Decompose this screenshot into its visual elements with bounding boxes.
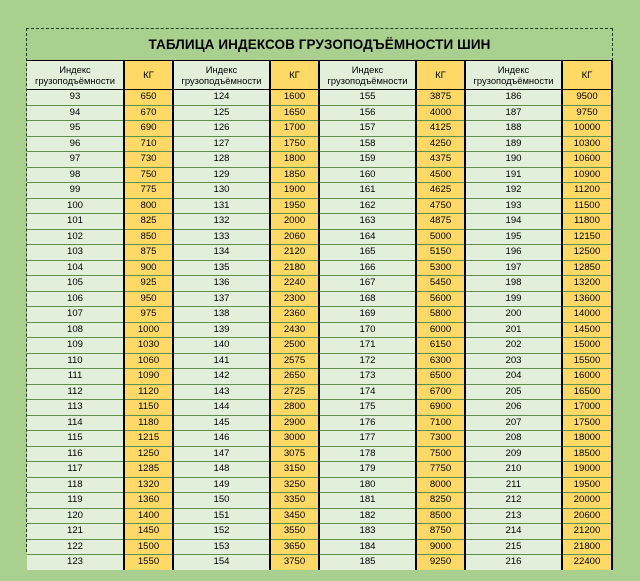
load-index-cell: 118 — [27, 477, 124, 493]
load-index-cell: 190 — [465, 152, 562, 168]
kg-cell: 3250 — [270, 477, 319, 493]
kg-cell: 20000 — [562, 493, 612, 509]
load-index-cell: 143 — [173, 384, 270, 400]
header-load-index — [173, 61, 270, 90]
load-index-cell: 158 — [319, 136, 416, 152]
load-index-cell: 157 — [319, 121, 416, 137]
kg-cell: 6150 — [416, 338, 465, 354]
kg-cell: 1000 — [124, 322, 173, 338]
load-index-cell: 117 — [27, 462, 124, 478]
kg-cell: 14500 — [562, 322, 612, 338]
kg-cell: 2060 — [270, 229, 319, 245]
kg-cell: 1450 — [124, 524, 173, 540]
load-index-cell: 134 — [173, 245, 270, 261]
header-load-index — [27, 61, 124, 90]
load-index-cell: 214 — [465, 524, 562, 540]
kg-cell: 6900 — [416, 400, 465, 416]
kg-cell: 950 — [124, 291, 173, 307]
load-index-cell: 184 — [319, 539, 416, 555]
kg-cell: 670 — [124, 105, 173, 121]
load-index-cell: 141 — [173, 353, 270, 369]
load-index-cell: 171 — [319, 338, 416, 354]
table-row — [27, 353, 612, 369]
table-row — [27, 369, 612, 385]
kg-cell: 10600 — [562, 152, 612, 168]
kg-cell: 19500 — [562, 477, 612, 493]
kg-cell: 9250 — [416, 555, 465, 570]
table-row — [27, 338, 612, 354]
load-index-cell: 109 — [27, 338, 124, 354]
header-load-index — [465, 61, 562, 90]
header-kg: КГ — [416, 61, 465, 90]
load-index-cell: 100 — [27, 198, 124, 214]
table-row — [27, 245, 612, 261]
load-index-cell: 215 — [465, 539, 562, 555]
header-load-index-line1: Индекс — [59, 64, 91, 75]
kg-cell: 710 — [124, 136, 173, 152]
load-index-cell: 152 — [173, 524, 270, 540]
load-index-cell: 187 — [465, 105, 562, 121]
kg-cell: 3150 — [270, 462, 319, 478]
load-index-cell: 121 — [27, 524, 124, 540]
load-index-cell: 145 — [173, 415, 270, 431]
load-index-cell: 110 — [27, 353, 124, 369]
kg-cell: 2430 — [270, 322, 319, 338]
load-index-cell: 96 — [27, 136, 124, 152]
load-index-cell: 199 — [465, 291, 562, 307]
kg-cell: 775 — [124, 183, 173, 199]
header-load-index-line2: грузоподъёмности — [181, 75, 262, 86]
kg-cell: 730 — [124, 152, 173, 168]
table-row — [27, 508, 612, 524]
kg-cell: 3650 — [270, 539, 319, 555]
kg-cell: 10900 — [562, 167, 612, 183]
load-index-cell: 160 — [319, 167, 416, 183]
kg-cell: 750 — [124, 167, 173, 183]
load-index-cell: 125 — [173, 105, 270, 121]
header-load-index-line2: грузоподъёмности — [34, 75, 116, 86]
kg-cell: 19000 — [562, 462, 612, 478]
load-index-cell: 162 — [319, 198, 416, 214]
load-index-cell: 97 — [27, 152, 124, 168]
header-load-index — [319, 61, 416, 90]
load-index-cell: 163 — [319, 214, 416, 230]
load-index-cell: 165 — [319, 245, 416, 261]
load-index-cell: 99 — [27, 183, 124, 199]
kg-cell: 1600 — [270, 90, 319, 106]
kg-cell: 5300 — [416, 260, 465, 276]
kg-cell: 9750 — [562, 105, 612, 121]
load-index-cell: 197 — [465, 260, 562, 276]
load-index-cell: 172 — [319, 353, 416, 369]
header-load-index-line1: Индекс — [205, 64, 238, 75]
kg-cell: 1285 — [124, 462, 173, 478]
load-index-cell: 130 — [173, 183, 270, 199]
kg-cell: 2500 — [270, 338, 319, 354]
load-index-cell: 182 — [319, 508, 416, 524]
load-index-cell: 136 — [173, 276, 270, 292]
load-index-cell: 133 — [173, 229, 270, 245]
load-index-cell: 173 — [319, 369, 416, 385]
kg-cell: 8000 — [416, 477, 465, 493]
kg-cell: 8250 — [416, 493, 465, 509]
load-index-cell: 153 — [173, 539, 270, 555]
kg-cell: 1120 — [124, 384, 173, 400]
load-index-cell: 107 — [27, 307, 124, 323]
load-index-cell: 138 — [173, 307, 270, 323]
kg-cell: 4875 — [416, 214, 465, 230]
kg-cell: 1090 — [124, 369, 173, 385]
load-index-cell: 151 — [173, 508, 270, 524]
load-index-cell: 202 — [465, 338, 562, 354]
kg-cell: 6300 — [416, 353, 465, 369]
kg-cell: 2575 — [270, 353, 319, 369]
load-index-table — [27, 61, 613, 570]
kg-cell: 2300 — [270, 291, 319, 307]
load-index-cell: 205 — [465, 384, 562, 400]
load-index-cell: 164 — [319, 229, 416, 245]
kg-cell: 3450 — [270, 508, 319, 524]
load-index-cell: 142 — [173, 369, 270, 385]
kg-cell: 1650 — [270, 105, 319, 121]
kg-cell: 5600 — [416, 291, 465, 307]
load-index-cell: 135 — [173, 260, 270, 276]
load-index-cell: 169 — [319, 307, 416, 323]
kg-cell: 4500 — [416, 167, 465, 183]
kg-cell: 1950 — [270, 198, 319, 214]
table-row — [27, 214, 612, 230]
header-kg: КГ — [124, 61, 173, 90]
load-index-cell: 111 — [27, 369, 124, 385]
load-index-cell: 124 — [173, 90, 270, 106]
load-index-cell: 148 — [173, 462, 270, 478]
load-index-cell: 106 — [27, 291, 124, 307]
load-index-cell: 129 — [173, 167, 270, 183]
load-index-cell: 147 — [173, 446, 270, 462]
table-row — [27, 493, 612, 509]
load-index-cell: 155 — [319, 90, 416, 106]
kg-cell: 16500 — [562, 384, 612, 400]
kg-cell: 11500 — [562, 198, 612, 214]
kg-cell: 4750 — [416, 198, 465, 214]
kg-cell: 2725 — [270, 384, 319, 400]
load-index-cell: 195 — [465, 229, 562, 245]
kg-cell: 4375 — [416, 152, 465, 168]
table-row — [27, 260, 612, 276]
table-row — [27, 446, 612, 462]
load-index-cell: 132 — [173, 214, 270, 230]
kg-cell: 12500 — [562, 245, 612, 261]
kg-cell: 1900 — [270, 183, 319, 199]
kg-cell: 17500 — [562, 415, 612, 431]
load-index-cell: 185 — [319, 555, 416, 570]
kg-cell: 3875 — [416, 90, 465, 106]
table-row — [27, 152, 612, 168]
kg-cell: 825 — [124, 214, 173, 230]
kg-cell: 17000 — [562, 400, 612, 416]
load-index-cell: 115 — [27, 431, 124, 447]
kg-cell: 6700 — [416, 384, 465, 400]
load-index-cell: 168 — [319, 291, 416, 307]
load-index-cell: 189 — [465, 136, 562, 152]
kg-cell: 4250 — [416, 136, 465, 152]
kg-cell: 2000 — [270, 214, 319, 230]
kg-cell: 3550 — [270, 524, 319, 540]
kg-cell: 7300 — [416, 431, 465, 447]
load-index-cell: 196 — [465, 245, 562, 261]
load-index-cell: 127 — [173, 136, 270, 152]
load-index-cell: 203 — [465, 353, 562, 369]
load-index-cell: 103 — [27, 245, 124, 261]
kg-cell: 15500 — [562, 353, 612, 369]
load-index-cell: 108 — [27, 322, 124, 338]
kg-cell: 20600 — [562, 508, 612, 524]
load-index-cell: 188 — [465, 121, 562, 137]
load-index-cell: 95 — [27, 121, 124, 137]
load-index-cell: 179 — [319, 462, 416, 478]
kg-cell: 5800 — [416, 307, 465, 323]
table-row — [27, 229, 612, 245]
load-index-cell: 198 — [465, 276, 562, 292]
kg-cell: 2650 — [270, 369, 319, 385]
table-row — [27, 90, 612, 106]
kg-cell: 1800 — [270, 152, 319, 168]
kg-cell: 2360 — [270, 307, 319, 323]
kg-cell: 1180 — [124, 415, 173, 431]
kg-cell: 14000 — [562, 307, 612, 323]
kg-cell: 6500 — [416, 369, 465, 385]
load-index-cell: 178 — [319, 446, 416, 462]
kg-cell: 925 — [124, 276, 173, 292]
header-load-index-line2: грузоподъёмности — [327, 75, 408, 86]
load-index-cell: 208 — [465, 431, 562, 447]
table-row — [27, 276, 612, 292]
kg-cell: 8750 — [416, 524, 465, 540]
kg-cell: 3000 — [270, 431, 319, 447]
table-row — [27, 183, 612, 199]
load-index-cell: 112 — [27, 384, 124, 400]
load-index-cell: 114 — [27, 415, 124, 431]
kg-cell: 975 — [124, 307, 173, 323]
kg-cell: 18500 — [562, 446, 612, 462]
load-index-cell: 213 — [465, 508, 562, 524]
kg-cell: 4125 — [416, 121, 465, 137]
header-kg: КГ — [562, 61, 612, 90]
kg-cell: 9000 — [416, 539, 465, 555]
load-index-cell: 140 — [173, 338, 270, 354]
load-index-cell: 137 — [173, 291, 270, 307]
kg-cell: 5150 — [416, 245, 465, 261]
table-title: ТАБЛИЦА ИНДЕКСОВ ГРУЗОПОДЪЁМНОСТИ ШИН — [27, 29, 612, 61]
load-index-cell: 180 — [319, 477, 416, 493]
load-index-cell: 101 — [27, 214, 124, 230]
table-row — [27, 462, 612, 478]
kg-cell: 5000 — [416, 229, 465, 245]
load-index-cell: 192 — [465, 183, 562, 199]
kg-cell: 3750 — [270, 555, 319, 570]
kg-cell: 1400 — [124, 508, 173, 524]
kg-cell: 7750 — [416, 462, 465, 478]
table-row — [27, 400, 612, 416]
kg-cell: 2120 — [270, 245, 319, 261]
table-row — [27, 291, 612, 307]
kg-cell: 850 — [124, 229, 173, 245]
load-index-cell: 154 — [173, 555, 270, 570]
load-index-cell: 119 — [27, 493, 124, 509]
kg-cell: 15000 — [562, 338, 612, 354]
load-index-cell: 149 — [173, 477, 270, 493]
kg-cell: 12150 — [562, 229, 612, 245]
load-index-cell: 150 — [173, 493, 270, 509]
load-index-cell: 201 — [465, 322, 562, 338]
table-row — [27, 198, 612, 214]
load-index-cell: 123 — [27, 555, 124, 570]
load-index-cell: 200 — [465, 307, 562, 323]
load-index-sheet — [26, 28, 613, 568]
table-row — [27, 477, 612, 493]
kg-cell: 8500 — [416, 508, 465, 524]
load-index-cell: 170 — [319, 322, 416, 338]
load-index-cell: 181 — [319, 493, 416, 509]
kg-cell: 1250 — [124, 446, 173, 462]
load-index-cell: 113 — [27, 400, 124, 416]
load-index-cell: 104 — [27, 260, 124, 276]
load-index-cell: 98 — [27, 167, 124, 183]
kg-cell: 16000 — [562, 369, 612, 385]
table-row — [27, 524, 612, 540]
kg-cell: 12850 — [562, 260, 612, 276]
load-index-cell: 144 — [173, 400, 270, 416]
load-index-cell: 212 — [465, 493, 562, 509]
kg-cell: 4000 — [416, 105, 465, 121]
table-row — [27, 322, 612, 338]
kg-cell: 22400 — [562, 555, 612, 570]
header-row — [27, 61, 612, 90]
load-index-cell: 156 — [319, 105, 416, 121]
load-index-cell: 105 — [27, 276, 124, 292]
load-index-cell: 131 — [173, 198, 270, 214]
kg-cell: 1550 — [124, 555, 173, 570]
load-index-cell: 102 — [27, 229, 124, 245]
header-load-index-line1: Индекс — [497, 64, 530, 75]
kg-cell: 1750 — [270, 136, 319, 152]
load-index-cell: 166 — [319, 260, 416, 276]
table-row — [27, 415, 612, 431]
kg-cell: 1150 — [124, 400, 173, 416]
kg-cell: 1360 — [124, 493, 173, 509]
kg-cell: 1500 — [124, 539, 173, 555]
table-row — [27, 121, 612, 137]
kg-cell: 3350 — [270, 493, 319, 509]
header-load-index-line1: Индекс — [351, 64, 384, 75]
load-index-cell: 161 — [319, 183, 416, 199]
load-index-cell: 120 — [27, 508, 124, 524]
load-index-cell: 122 — [27, 539, 124, 555]
table-row — [27, 384, 612, 400]
kg-cell: 10000 — [562, 121, 612, 137]
kg-cell: 2800 — [270, 400, 319, 416]
table-row — [27, 539, 612, 555]
load-index-cell: 186 — [465, 90, 562, 106]
load-index-cell: 159 — [319, 152, 416, 168]
kg-cell: 1030 — [124, 338, 173, 354]
kg-cell: 1060 — [124, 353, 173, 369]
load-index-cell: 183 — [319, 524, 416, 540]
load-index-cell: 209 — [465, 446, 562, 462]
kg-cell: 650 — [124, 90, 173, 106]
kg-cell: 800 — [124, 198, 173, 214]
kg-cell: 1320 — [124, 477, 173, 493]
load-index-cell: 193 — [465, 198, 562, 214]
kg-cell: 2900 — [270, 415, 319, 431]
table-row — [27, 431, 612, 447]
kg-cell: 900 — [124, 260, 173, 276]
kg-cell: 7500 — [416, 446, 465, 462]
kg-cell: 3075 — [270, 446, 319, 462]
kg-cell: 21800 — [562, 539, 612, 555]
header-kg: КГ — [270, 61, 319, 90]
kg-cell: 2180 — [270, 260, 319, 276]
kg-cell: 875 — [124, 245, 173, 261]
kg-cell: 5450 — [416, 276, 465, 292]
kg-cell: 9500 — [562, 90, 612, 106]
kg-cell: 13600 — [562, 291, 612, 307]
load-index-cell: 191 — [465, 167, 562, 183]
load-index-cell: 146 — [173, 431, 270, 447]
load-index-cell: 175 — [319, 400, 416, 416]
load-index-cell: 116 — [27, 446, 124, 462]
load-index-cell: 176 — [319, 415, 416, 431]
kg-cell: 6000 — [416, 322, 465, 338]
table-row — [27, 105, 612, 121]
load-index-cell: 207 — [465, 415, 562, 431]
table-row — [27, 136, 612, 152]
table-row — [27, 555, 612, 570]
header-load-index-line2: грузоподъёмности — [473, 75, 554, 86]
load-index-cell: 211 — [465, 477, 562, 493]
load-index-cell: 177 — [319, 431, 416, 447]
load-index-cell: 93 — [27, 90, 124, 106]
kg-cell: 11200 — [562, 183, 612, 199]
kg-cell: 21200 — [562, 524, 612, 540]
kg-cell: 7100 — [416, 415, 465, 431]
table-row — [27, 167, 612, 183]
load-index-cell: 216 — [465, 555, 562, 570]
load-index-cell: 210 — [465, 462, 562, 478]
kg-cell: 2240 — [270, 276, 319, 292]
kg-cell: 4625 — [416, 183, 465, 199]
load-index-cell: 194 — [465, 214, 562, 230]
kg-cell: 690 — [124, 121, 173, 137]
load-index-cell: 167 — [319, 276, 416, 292]
load-index-cell: 126 — [173, 121, 270, 137]
load-index-cell: 204 — [465, 369, 562, 385]
kg-cell: 13200 — [562, 276, 612, 292]
load-index-cell: 128 — [173, 152, 270, 168]
table-row — [27, 307, 612, 323]
load-index-cell: 174 — [319, 384, 416, 400]
load-index-cell: 206 — [465, 400, 562, 416]
load-index-cell: 94 — [27, 105, 124, 121]
kg-cell: 1215 — [124, 431, 173, 447]
kg-cell: 18000 — [562, 431, 612, 447]
kg-cell: 1700 — [270, 121, 319, 137]
kg-cell: 11800 — [562, 214, 612, 230]
kg-cell: 10300 — [562, 136, 612, 152]
kg-cell: 1850 — [270, 167, 319, 183]
load-index-cell: 139 — [173, 322, 270, 338]
